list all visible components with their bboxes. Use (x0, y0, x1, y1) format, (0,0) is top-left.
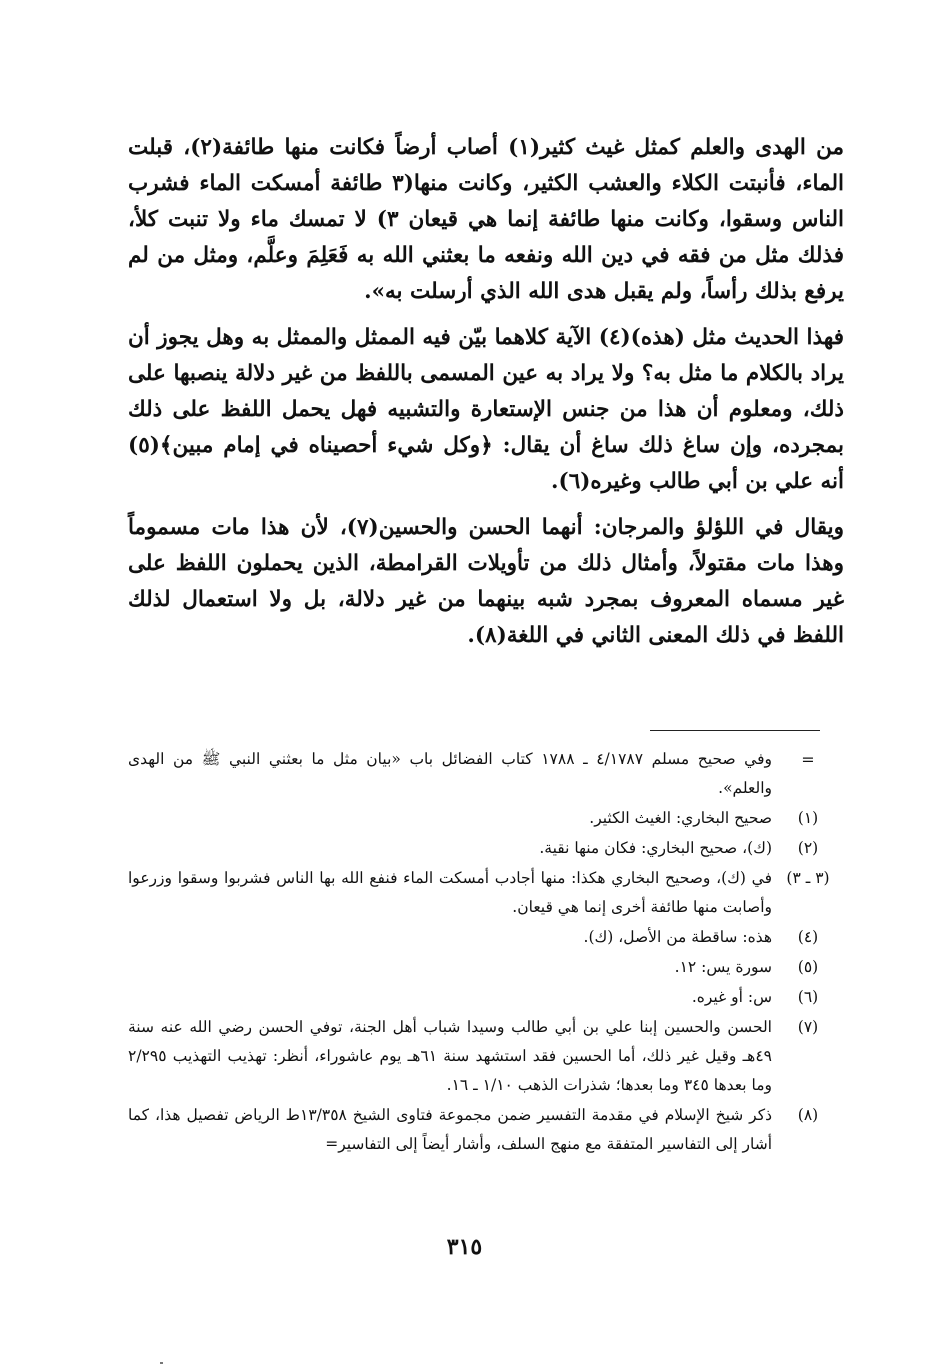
footnote-separator (650, 730, 820, 731)
footnote-text: صحيح البخاري: الغيث الكثير. (589, 809, 772, 827)
footnotes (128, 745, 844, 1160)
footnote-8 (128, 1101, 844, 1159)
footnote-text: وفي صحيح مسلم ٤/١٧٨٧ ـ ١٧٨٨ كتاب الفضائل باب «بيان مثل ما بعثني النبي ﷺ من الهدى والعلم». (128, 750, 772, 797)
footnote-continued (128, 745, 844, 803)
footnote-number: (١) (797, 809, 819, 827)
footnote-text: هذه: ساقطة من الأصل، (ك). (583, 928, 772, 946)
footnote-text: ذكر شيخ الإسلام في مقدمة التفسير ضمن مجموعة فتاوى الشيخ ١٣/٣٥٨ط الرياض تفصيل هذا، كما أشار إلى التفاسير المتفقة مع منهج السلف، وأشار أيضاً إلى التفاسير= (128, 1106, 772, 1153)
paragraph-2: فهذا الحديث مثل (هذه)(٤) الآية كلاهما بيّن فيه الممثل والممثل به وهل يجوز أن يراد بالكلام ما مثل به؟ ولا يراد به عين المسمى باللفظ من غير دلالة ينصبها على ذلك، ومعلوم أن هذا من جنس الإستعارة والتشبيه فهل يحمل اللفظ على ذلك بمجرده، وإن ساغ ذلك ساغ أن يقال: ﴿وكل شيء أحصيناه في إمام مبين﴾(٥) أنه علي بن أبي طالب وغيره(٦). (128, 325, 844, 494)
footnote-number: (٥) (797, 958, 819, 976)
footnote-2 (128, 834, 844, 863)
footnote-number: (٨) (797, 1106, 819, 1124)
footnote-6 (128, 983, 844, 1012)
scan-speck (160, 1362, 163, 1364)
footnote-number: (٤) (797, 928, 819, 946)
footnote-number: (٦) (797, 988, 819, 1006)
footnote-number: = (801, 750, 815, 769)
paragraph-1: من الهدى والعلم كمثل غيث كثير(١) أصاب أرضاً فكانت منها طائفة(٢)، قبلت الماء، فأنبتت الكلاء والعشب الكثير، وكانت منها(٣ طائفة أمسكت الماء فشرب الناس وسقوا، وكانت منها طائفة إنما هي قيعان ٣) لا تمسك ماء ولا تنبت كلأ، فذلك مثل من فقه في دين الله ونفعه ما بعثني الله به فَعَلِمَ وعلَّم، ومثل من لم يرفع بذلك رأساً، ولم يقبل هدى الله الذي أرسلت به». (128, 135, 845, 304)
footnote-5 (128, 953, 844, 982)
paragraph-3: ويقال في اللؤلؤ والمرجان: أنهما الحسن والحسين(٧)، لأن هذا مات مسموماً وهذا مات مقتولاً، وأمثال ذلك من تأويلات القرامطة، الذين يحملون اللفظ على غير مسماه المعروف بمجرد شبه بينهما من غير دلالة، بل ولا استعمال لذلك اللفظ في ذلك المعنى الثاني في اللغة(٨). (128, 515, 844, 648)
footnote-text: س: أو غيره. (691, 988, 772, 1006)
footnote-number: (٧) (797, 1018, 819, 1036)
footnote-text: الحسن والحسين إبنا علي بن أبي طالب وسيدا شباب أهل الجنة، توفي الحسن رضي الله عنه سنة ٤٩هـ وقيل غير ذلك، أما الحسين فقد استشهد سنة ٦١هـ يوم عاشوراء، أنظر: تهذيب التهذيب ٢/٢٩٥ وما بعدها ٣٤٥ وما بعدها؛ شذرات الذهب ١/١٠ ـ ١٦. (128, 1018, 772, 1094)
footnote-text: (ك)، صحيح البخاري: فكان منها نقية. (539, 839, 772, 857)
footnote-7 (128, 1013, 844, 1100)
footnote-text: سورة يس: ١٢. (674, 958, 772, 976)
footnote-number: (٣ ـ ٣) (786, 869, 830, 887)
footnote-4 (128, 923, 844, 952)
footnote-3 (128, 864, 844, 922)
main-text (128, 130, 844, 664)
footnote-text: في (ك)، وصحيح البخاري هكذا: منها أجادب أمسكت الماء فنفع الله بها الناس فشربوا وسقوا وزرعوا وأصابت منها طائفة أخرى إنما هي قيعان. (128, 869, 772, 916)
footnote-number: (٢) (797, 839, 819, 857)
footnote-1 (128, 804, 844, 833)
page-number: ٣١٥ (446, 1234, 483, 1260)
